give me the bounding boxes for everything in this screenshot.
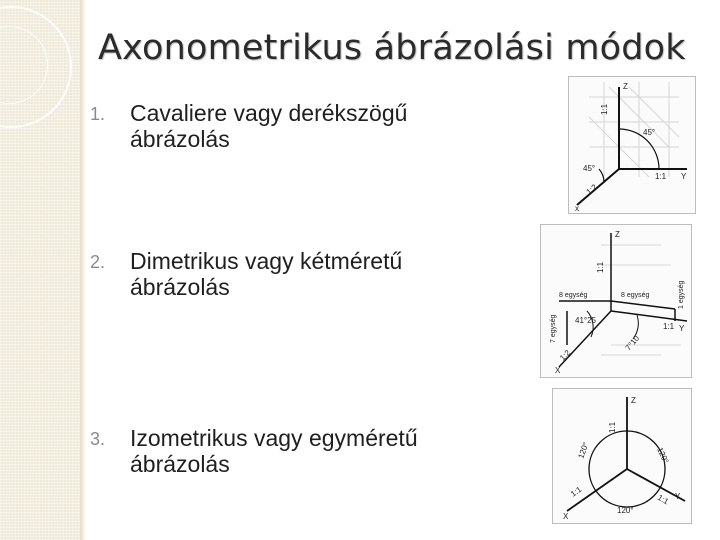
list-text: [130, 425, 418, 477]
x-axis-label: X: [555, 366, 561, 375]
z-axis-label: Z: [615, 230, 620, 239]
units-label: 7 egység: [550, 314, 557, 343]
y-scale-label: 1:1: [656, 492, 671, 507]
list-number: 2.: [90, 252, 106, 272]
list-text-line: ábrázolás: [130, 126, 230, 152]
side-panel-edge: [80, 0, 86, 540]
y-scale-label: 1:1: [663, 322, 675, 331]
y-scale-label: 1:1: [655, 172, 667, 181]
list-text-line: ábrázolás: [130, 274, 230, 300]
list-text-line: ábrázolás: [130, 451, 230, 477]
x-scale-label: 1:1: [568, 484, 584, 499]
list-text-line: Izometrikus vagy egyméretű: [130, 425, 418, 451]
x-axis-label: X: [563, 512, 569, 521]
list-text: [130, 248, 402, 300]
list-number: 1.: [90, 104, 106, 124]
z-axis-label: Z: [631, 396, 636, 405]
cavaliere-axes-figure: [568, 76, 696, 214]
units-label: 1 egység: [678, 280, 685, 309]
z-axis-label: Z: [623, 82, 628, 91]
angle-label: 120°: [655, 446, 671, 465]
angle-label: 120°: [617, 506, 634, 515]
angle-label: 7°10: [623, 333, 642, 353]
decorative-side-panel: [0, 0, 80, 540]
list-text: [130, 100, 407, 152]
angle-label: 120°: [576, 441, 591, 460]
y-axis-label: Y: [679, 324, 685, 333]
isometric-axes-figure: [552, 388, 692, 524]
units-label: 8 egység: [621, 292, 650, 299]
y-axis-label: Y: [681, 172, 687, 181]
list-text-line: Dimetrikus vagy kétméretű: [130, 248, 403, 274]
angle-label: 45°: [643, 128, 656, 137]
units-label: 8 egység: [559, 292, 588, 299]
y-axis-label: Y: [675, 492, 681, 501]
list-number: 3.: [90, 429, 106, 449]
dimetric-axes-figure: [540, 224, 692, 378]
z-scale-label: 1:1: [600, 103, 609, 115]
x-scale-label: 1:2: [558, 348, 573, 363]
angle-label: 45°: [583, 164, 596, 173]
x-scale-label: 1:2: [584, 182, 599, 197]
z-scale-label: 1:1: [596, 261, 605, 273]
z-scale-label: 1:1: [608, 421, 617, 433]
angle-label: 41°25: [575, 316, 596, 325]
list-text-line: Cavaliere vagy derékszögű: [130, 100, 408, 126]
slide-title: Axonometrikus ábrázolási módok: [98, 28, 686, 68]
x-axis-label: x: [575, 204, 579, 213]
